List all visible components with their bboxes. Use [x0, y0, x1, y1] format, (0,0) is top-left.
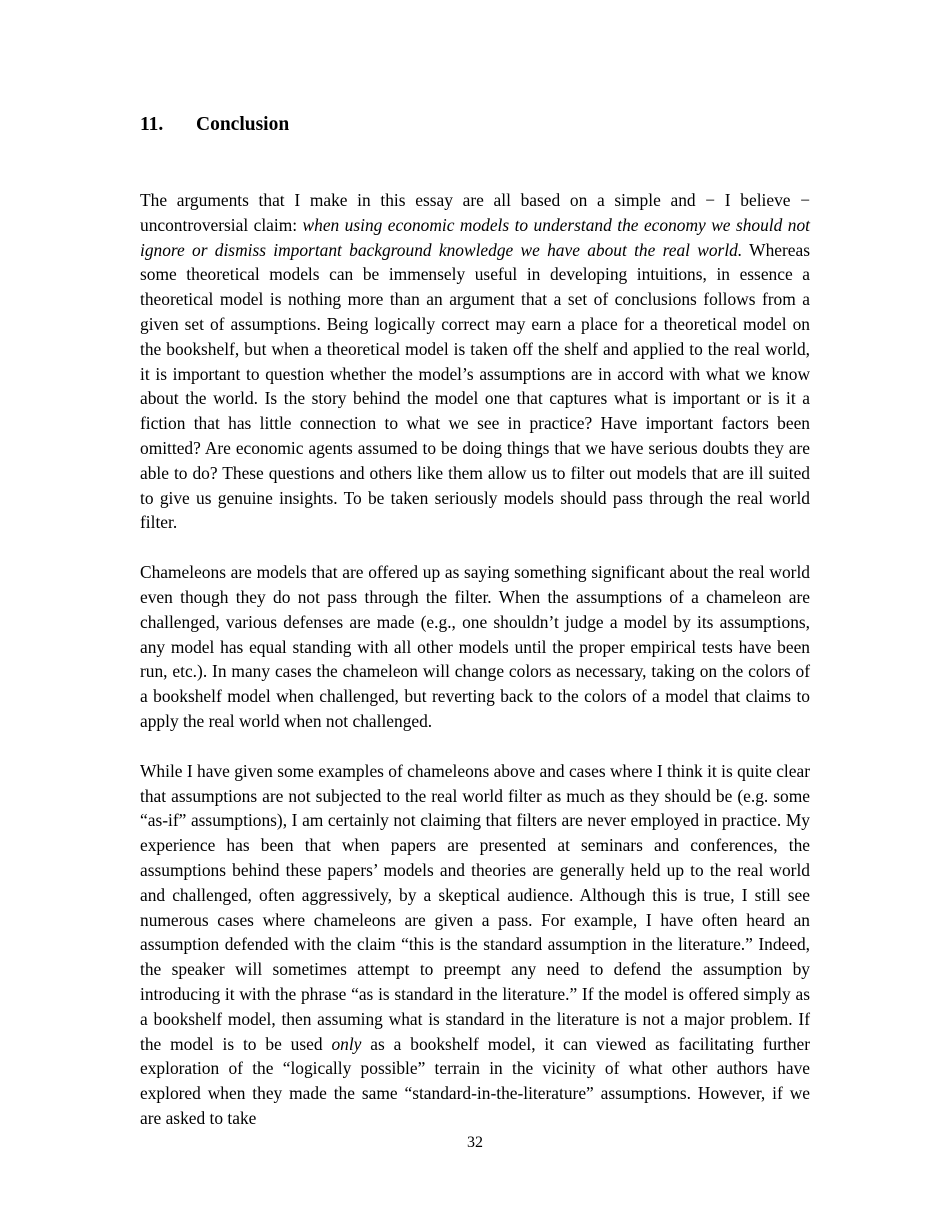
paragraph-3-italic-only: only [331, 1033, 362, 1054]
section-number: 11. [140, 114, 164, 135]
paragraph-3-text-a: While I have given some examples of chameleons above and cases where I think it is quite clear that assumptions are not subjected to the real world filter as much as they should be (e.g. some “as-if” assumptions), I am certainly not claiming that filters are never employed in practice. My experience has been that when papers are presented at seminars and conferences, the assumptions behind these papers’ models and theories are generally held up to the real world and challenged, often aggressively, by a skeptical audience. Although this is true, I still see numerous cases where chameleons are given a pass. For example, I have often heard an assumption defended with the claim “this is the standard assumption in the literature.” Indeed, the speaker will sometimes attempt to preempt any need to defend the assumption by introducing it with the phrase “as is standard in the literature.” If the model is offered simply as a bookshelf model, then assuming what is standard in the literature is not a major problem. If the model is to be used [140, 760, 810, 1054]
paragraph-2 [140, 560, 810, 734]
paragraph-1 [140, 188, 810, 535]
paragraph-3-text-b: as a bookshelf model, it can viewed as facilitating further exploration of the “logically possible” terrain in the vicinity of what other authors have explored when they made the same “standard-in-the-literature” assumptions. However, if we are asked to take [140, 1033, 811, 1128]
section-title: Conclusion [196, 114, 290, 135]
page-number: 32 [467, 1134, 483, 1151]
paragraph-1-text-b: Whereas some theoretical models can be immensely useful in developing intuitions, in essence a theoretical model is nothing more than an argument that a set of conclusions follows from a given set of assumptions. Being logically correct may earn a place for a theoretical model on the bookshelf, but when a theoretical model is taken off the shelf and applied to the real world, it is important to question whether the model’s assumptions are in accord with what we know about the world. Is the story behind the model one that captures what is important or is it a fiction that has little connection to what we see in practice? Have important factors been omitted? Are economic agents assumed to be doing things that we have serious doubts they are able to do? These questions and others like them allow us to filter out models that are ill suited to give us genuine insights. To be taken seriously models should pass through the real world filter. [140, 239, 810, 533]
paragraph-3 [140, 759, 810, 1131]
paragraph-1-text-a: The arguments that I make in this essay are all based on a simple and − I believe − uncontroversial claim: [140, 190, 810, 235]
section-heading [140, 112, 810, 138]
paragraph-1-italic-claim: when using economic models to understand the economy we should not ignore or dismiss important background knowledge we have about the real world. [140, 214, 810, 260]
page-body [140, 112, 810, 1156]
paragraph-2-text: Chameleons are models that are offered up as saying something significant about the real world even though they do not pass through the filter. When the assumptions of a chameleon are challenged, various defenses are made (e.g., one shouldn’t judge a model by its assumptions, any model has equal standing with all other models until the proper empirical tests have been run, etc.). In many cases the chameleon will change colors as necessary, taking on the colors of a bookshelf model when challenged, but reverting back to the colors of a model that claims to apply the real world when not challenged. [140, 562, 810, 731]
